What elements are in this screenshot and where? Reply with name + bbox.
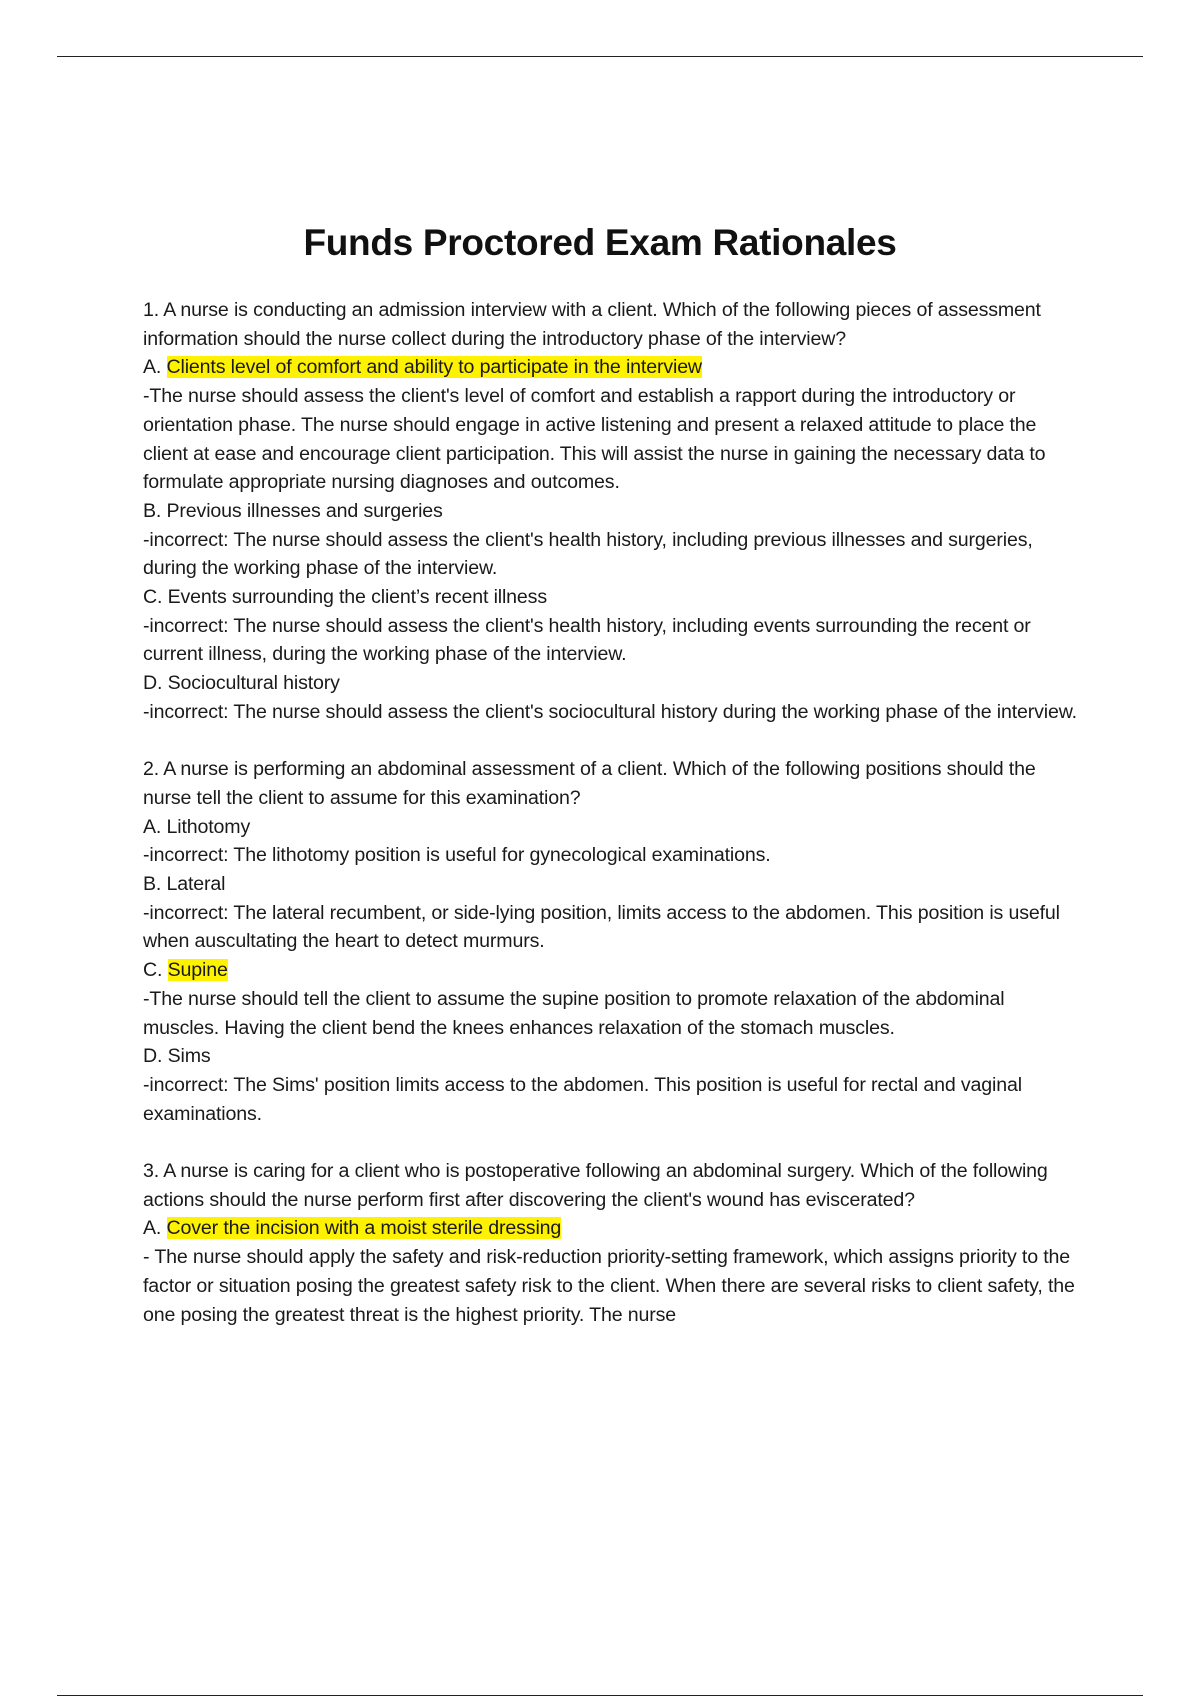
option-rationale: -incorrect: The lateral recumbent, or side-lying position, limits access to the abdomen. This position is useful when auscultating the heart to detect murmurs.	[143, 901, 1060, 953]
answer-option-c	[143, 956, 1078, 985]
question-stem: 2. A nurse is performing an abdominal assessment of a client. Which of the following positions should the nurse tell the client to assume for this examination?	[143, 758, 1036, 809]
option-text: Previous illnesses and surgeries	[166, 499, 443, 522]
question-3	[143, 1157, 1078, 1329]
option-rationale: -incorrect: The Sims' position limits access to the abdomen. This position is useful for rectal and vaginal examinations.	[143, 1073, 1022, 1125]
question-stem: 1. A nurse is conducting an admission interview with a client. Which of the following pieces of assessment information should the nurse collect during the introductory phase of the interview?	[143, 299, 1041, 350]
option-rationale: -The nurse should assess the client's level of comfort and establish a rapport during the introductory or orientation phase. The nurse should engage in active listening and present a relaxed attitude to place the client at ease and encourage client participation. This will assist the nurse in gaining the necessary data to formulate appropriate nursing diagnoses and outcomes.	[143, 385, 1046, 494]
option-rationale: -incorrect: The lithotomy position is useful for gynecological examinations.	[143, 844, 771, 867]
option-rationale: -The nurse should tell the client to assume the supine position to promote relaxation of the abdominal muscles. Having the client bend the knees enhances relaxation of the stomach muscles.	[143, 987, 1005, 1039]
option-letter: A.	[143, 1217, 167, 1240]
answer-option-a	[143, 1214, 1078, 1243]
option-letter: C.	[143, 586, 168, 609]
option-rationale: - The nurse should apply the safety and risk-reduction priority-setting framework, which assigns priority to the factor or situation posing the greatest safety risk to the client. When there are several risks to client safety, the one posing the greatest threat is the highest priority. The nurse	[143, 1246, 1075, 1326]
option-text: Sociocultural history	[167, 672, 340, 695]
option-text: Lithotomy	[166, 815, 251, 838]
paragraph-spacer	[143, 1128, 1078, 1157]
correct-answer-highlight: Cover the incision with a moist sterile dressing	[166, 1217, 562, 1240]
option-text: Lateral	[166, 873, 226, 896]
answer-option-a	[143, 813, 1078, 842]
correct-answer-highlight: Supine	[167, 959, 228, 982]
question-stem: 3. A nurse is caring for a client who is postoperative following an abdominal surgery. Which of the following actions should the nurse perform first after discovering the client's wound has eviscerated?	[143, 1160, 1048, 1211]
correct-answer-highlight: Clients level of comfort and ability to participate in the interview	[166, 356, 702, 379]
answer-option-a	[143, 353, 1078, 382]
option-letter: A.	[143, 815, 167, 838]
document-body	[143, 296, 1078, 1329]
option-letter: D.	[143, 672, 168, 695]
option-rationale: -incorrect: The nurse should assess the client's sociocultural history during the working phase of the interview.	[143, 700, 1077, 723]
option-letter: C.	[143, 959, 168, 982]
option-letter: B.	[143, 499, 167, 522]
header-rule	[57, 56, 1143, 57]
document-title: Funds Proctored Exam Rationales	[303, 222, 897, 263]
option-letter: B.	[143, 873, 167, 896]
answer-option-b	[143, 497, 1078, 526]
option-letter: D.	[143, 1045, 168, 1068]
answer-option-b	[143, 870, 1078, 899]
answer-option-c	[143, 583, 1078, 612]
option-text: Sims	[167, 1045, 211, 1068]
answer-option-d	[143, 1042, 1078, 1071]
question-2	[143, 755, 1078, 1128]
paragraph-spacer	[143, 727, 1078, 756]
footer-rule	[57, 1695, 1143, 1696]
option-rationale: -incorrect: The nurse should assess the client's health history, including previous illnesses and surgeries, during the working phase of the interview.	[143, 528, 1033, 580]
question-1	[143, 296, 1078, 727]
answer-option-d	[143, 669, 1078, 698]
option-text: Events surrounding the client’s recent illness	[167, 586, 547, 609]
option-rationale: -incorrect: The nurse should assess the client's health history, including events surrounding the recent or current illness, during the working phase of the interview.	[143, 614, 1031, 666]
option-letter: A.	[143, 356, 167, 379]
